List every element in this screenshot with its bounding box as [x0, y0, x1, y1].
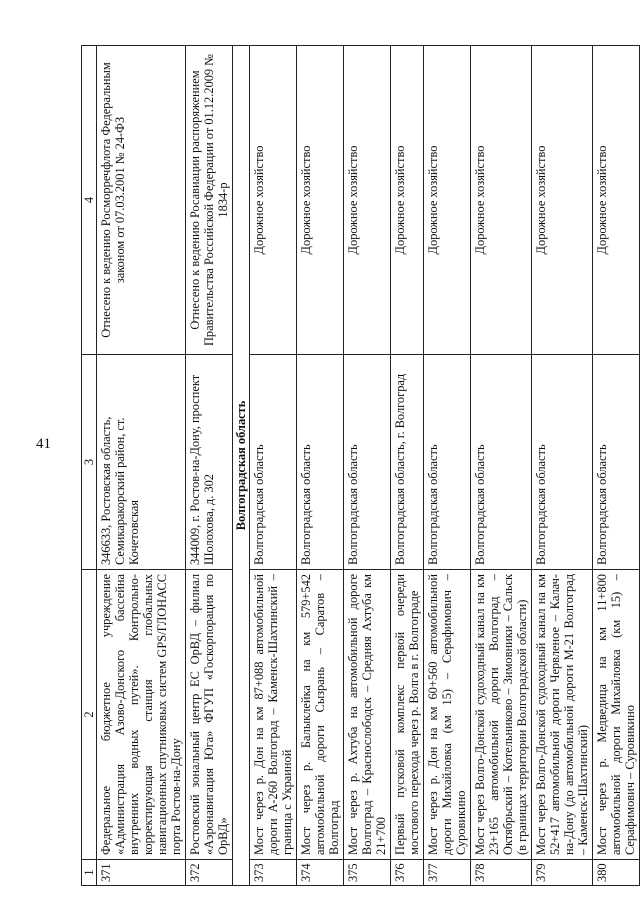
table-row	[344, 46, 391, 886]
table-row	[424, 46, 471, 886]
page-number: 41	[36, 436, 51, 452]
jurisdiction: Дорожное хозяйство	[471, 46, 532, 355]
table-row	[97, 46, 186, 886]
table-body-top	[97, 46, 233, 886]
row-number: 379	[532, 860, 593, 886]
object-name: Мост через р. Медведица на км 11+800 автомобильной дороги Михайловка (км 15) – Серафимович – Суровикино	[593, 570, 640, 860]
row-number: 380	[593, 860, 640, 886]
object-address: Волгоградская область	[344, 355, 391, 570]
row-number: 374	[297, 860, 344, 886]
row-number: 372	[186, 860, 233, 886]
table-row	[391, 46, 424, 886]
jurisdiction: Дорожное хозяйство	[424, 46, 471, 355]
rotated-table-container	[81, 46, 640, 886]
jurisdiction: Дорожное хозяйство	[532, 46, 593, 355]
jurisdiction: Дорожное хозяйство	[391, 46, 424, 355]
row-number: 376	[391, 860, 424, 886]
row-number: 373	[250, 860, 297, 886]
object-name: Мост через р. Дон на км 60+560 автомобильной дороги Михайловка (км 15) – Серафимович – Суровикино	[424, 570, 471, 860]
row-number: 377	[424, 860, 471, 886]
jurisdiction: Дорожное хозяйство	[593, 46, 640, 355]
object-name: Мост через Волго-Донской судоходный канал на км 23+165 автомобильной дороги Волгоград – Октябрьский – Котельниково – Зимовники – Сальск (в границах территории Волгоградской области)	[471, 570, 532, 860]
row-number: 371	[97, 860, 186, 886]
object-address: Волгоградская область	[593, 355, 640, 570]
object-address: 346633, Ростовская область, Семикаракорский район, ст. Кочетовская	[97, 355, 186, 570]
table-header-row	[82, 46, 97, 886]
table-body-bottom	[250, 46, 640, 886]
table-row	[250, 46, 297, 886]
jurisdiction: Отнесено к ведению Росморречфлота Федеральным законом от 07.03.2001 № 24-ФЗ	[97, 46, 186, 355]
jurisdiction: Дорожное хозяйство	[250, 46, 297, 355]
column-header: 4	[82, 46, 97, 355]
row-number: 378	[471, 860, 532, 886]
object-name: Мост через р. Ахтуба на автомобильной дороге Волгоград – Краснослободск – Средняя Ахтуба км 21+700	[344, 570, 391, 860]
section-row	[233, 46, 250, 886]
object-name: Мост через р. Дон на км 87+088 автомобильной дороги А-260 Волгоград – Каменск-Шахтинский – граница с Украиной	[250, 570, 297, 860]
column-header: 3	[82, 355, 97, 570]
table-row	[186, 46, 233, 886]
object-address: Волгоградская область	[424, 355, 471, 570]
object-address: Волгоградская область	[297, 355, 344, 570]
table-row	[297, 46, 344, 886]
object-address: Волгоградская область	[471, 355, 532, 570]
table-row	[471, 46, 532, 886]
table-row	[593, 46, 640, 886]
object-name: Мост через р. Балыклейка на км 579+542 автомобильной дороги Сызрань – Саратов – Волгоград	[297, 570, 344, 860]
object-address: Волгоградская область	[250, 355, 297, 570]
object-address: 344009, г. Ростов-на-Дону, проспект Шолохова, д. 302	[186, 355, 233, 570]
object-name: Ростовский зональный центр ЕС ОрВД – филиал «Аэронавигация Юга» ФГУП «Госкорпорация по ОрВД»	[186, 570, 233, 860]
column-header: 2	[82, 570, 97, 860]
object-name: Первый пусковой комплекс первой очереди мостового перехода через р. Волга в г. Волгограде	[391, 570, 424, 860]
jurisdiction: Отнесено к ведению Росавиации распоряжением Правительства Российской Федерации от 01.12.2009 № 1834-р	[186, 46, 233, 355]
object-address: Волгоградская область	[532, 355, 593, 570]
table-row	[532, 46, 593, 886]
object-address: Волгоградская область, г. Волгоград	[391, 355, 424, 570]
row-number: 375	[344, 860, 391, 886]
jurisdiction: Дорожное хозяйство	[297, 46, 344, 355]
object-name: Мост через Волго-Донской судоходный канал на км 52+417 автомобильной дороги Червленое – Калач-на-Дону (до автомобильной дороги М-21 Волгоград – Каменск-Шахтинский)	[532, 570, 593, 860]
registry-table	[81, 45, 640, 886]
jurisdiction: Дорожное хозяйство	[344, 46, 391, 355]
column-header: 1	[82, 860, 97, 886]
object-name: Федеральное бюджетное учреждение «Администрация Азово-Донского бассейна внутренних водных путей». Контрольно-корректирующая станция глобальных навигационных спутниковых систем GPS/ГЛОНАСС порта Ростов-на-Дону	[97, 570, 186, 860]
section-title: Волгоградская область	[233, 46, 250, 886]
section-body	[233, 46, 250, 886]
